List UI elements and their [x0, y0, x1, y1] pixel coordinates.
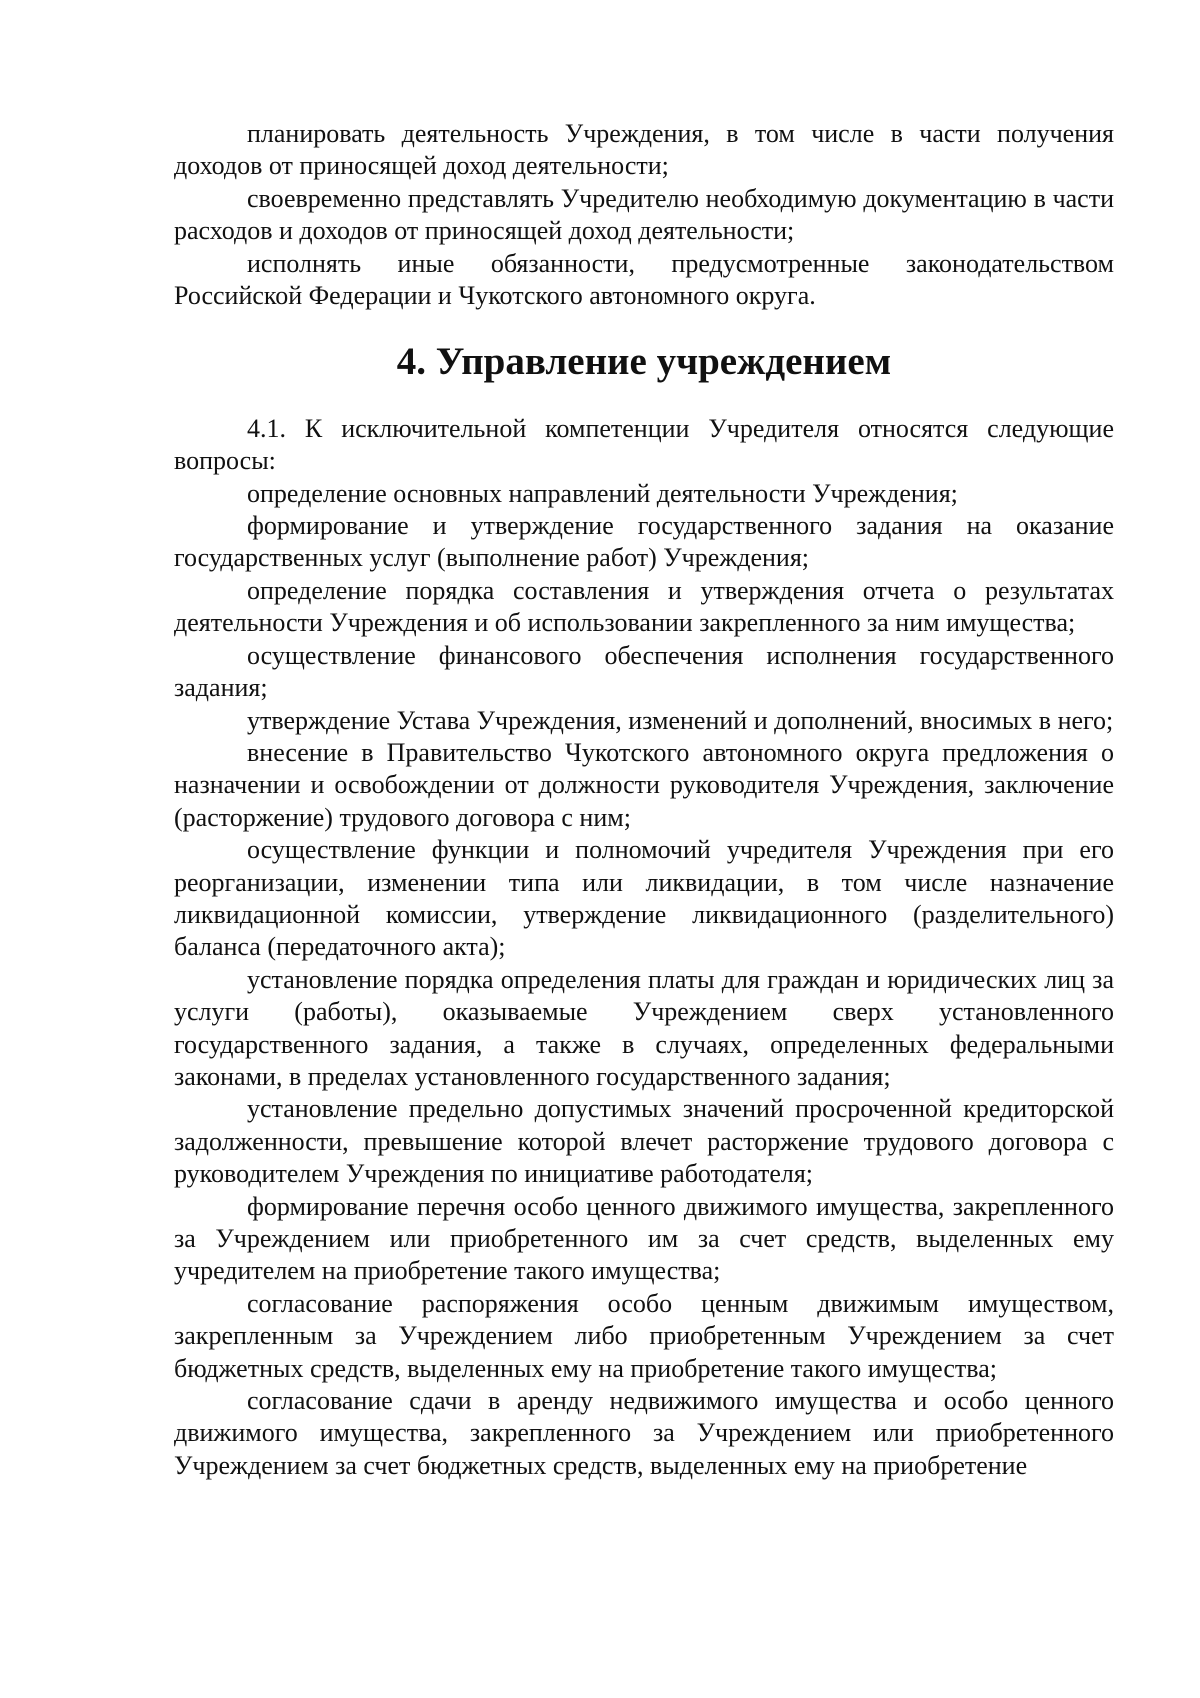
section-heading: 4. Управление учреждением	[396, 340, 892, 384]
list-item-debt-limits: установление предельно допустимых значений просроченной кредиторской задолженности, превышение которой влечет расторжение трудового договора с руководителем Учреждения по инициативе работодателя;	[174, 1094, 1114, 1189]
list-item-report-procedure: определение порядка составления и утверждения отчета о результатах деятельности Учреждения и об использовании закрепленного за ним имущества;	[174, 575, 1114, 638]
list-item-director-appointment: внесение в Правительство Чукотского автономного округа предложения о назначении и освобождении от должности руководителя Учреждения, заключение (расторжение) трудового договора с ним;	[174, 737, 1114, 832]
list-item-fee-procedure: установление порядка определения платы для граждан и юридических лиц за услуги (работы), оказываемые Учреждением сверх установленного государственного задания, а также в случаях, определенных федеральными законами, в пределах установленного государственного задания;	[174, 964, 1114, 1091]
paragraph-4-1-intro: 4.1. К исключительной компетенции Учредителя относятся следующие вопросы:	[174, 413, 1114, 476]
list-item-property-lease: согласование сдачи в аренду недвижимого имущества и особо ценного движимого имущества, закрепленного за Учреждением или приобретенного Учреждением за счет бюджетных средств, выделенных ему на приобретение	[174, 1386, 1114, 1480]
paragraph-plan-activity: планировать деятельность Учреждения, в том числе в части получения доходов от приносящей доход деятельности;	[174, 119, 1114, 181]
list-item-property-list: формирование перечня особо ценного движимого имущества, закрепленного за Учреждением или приобретенного им за счет средств, выделенных ему учредителем на приобретение такого имущества;	[174, 1191, 1114, 1286]
list-item-financial-support: осуществление финансового обеспечения исполнения государственного задания;	[174, 640, 1114, 703]
list-item-reorganization: осуществление функции и полномочий учредителя Учреждения при его реорганизации, изменении типа или ликвидации, в том числе назначение ликвидационной комиссии, утверждение ликвидационного (разделительного) баланса (передаточного акта);	[174, 835, 1114, 962]
paragraph-submit-documentation: своевременно представлять Учредителю необходимую документацию в части расходов и доходов от приносящей доход деятельности;	[174, 183, 1114, 246]
list-item-property-disposal: согласование распоряжения особо ценным движимым имуществом, закрепленным за Учреждением либо приобретенным Учреждением за счет бюджетных средств, выделенных ему на приобретение такого имущества;	[174, 1288, 1114, 1383]
paragraph-other-duties: исполнять иные обязанности, предусмотренные законодательством Российской Федерации и Чукотского автономного округа.	[174, 248, 1114, 311]
list-item-main-directions: определение основных направлений деятельности Учреждения;	[247, 478, 958, 508]
list-item-charter-approval: утверждение Устава Учреждения, изменений и дополнений, вносимых в него;	[247, 705, 1114, 735]
list-item-state-task: формирование и утверждение государственного задания на оказание государственных услуг (выполнение работ) Учреждения;	[174, 511, 1114, 573]
